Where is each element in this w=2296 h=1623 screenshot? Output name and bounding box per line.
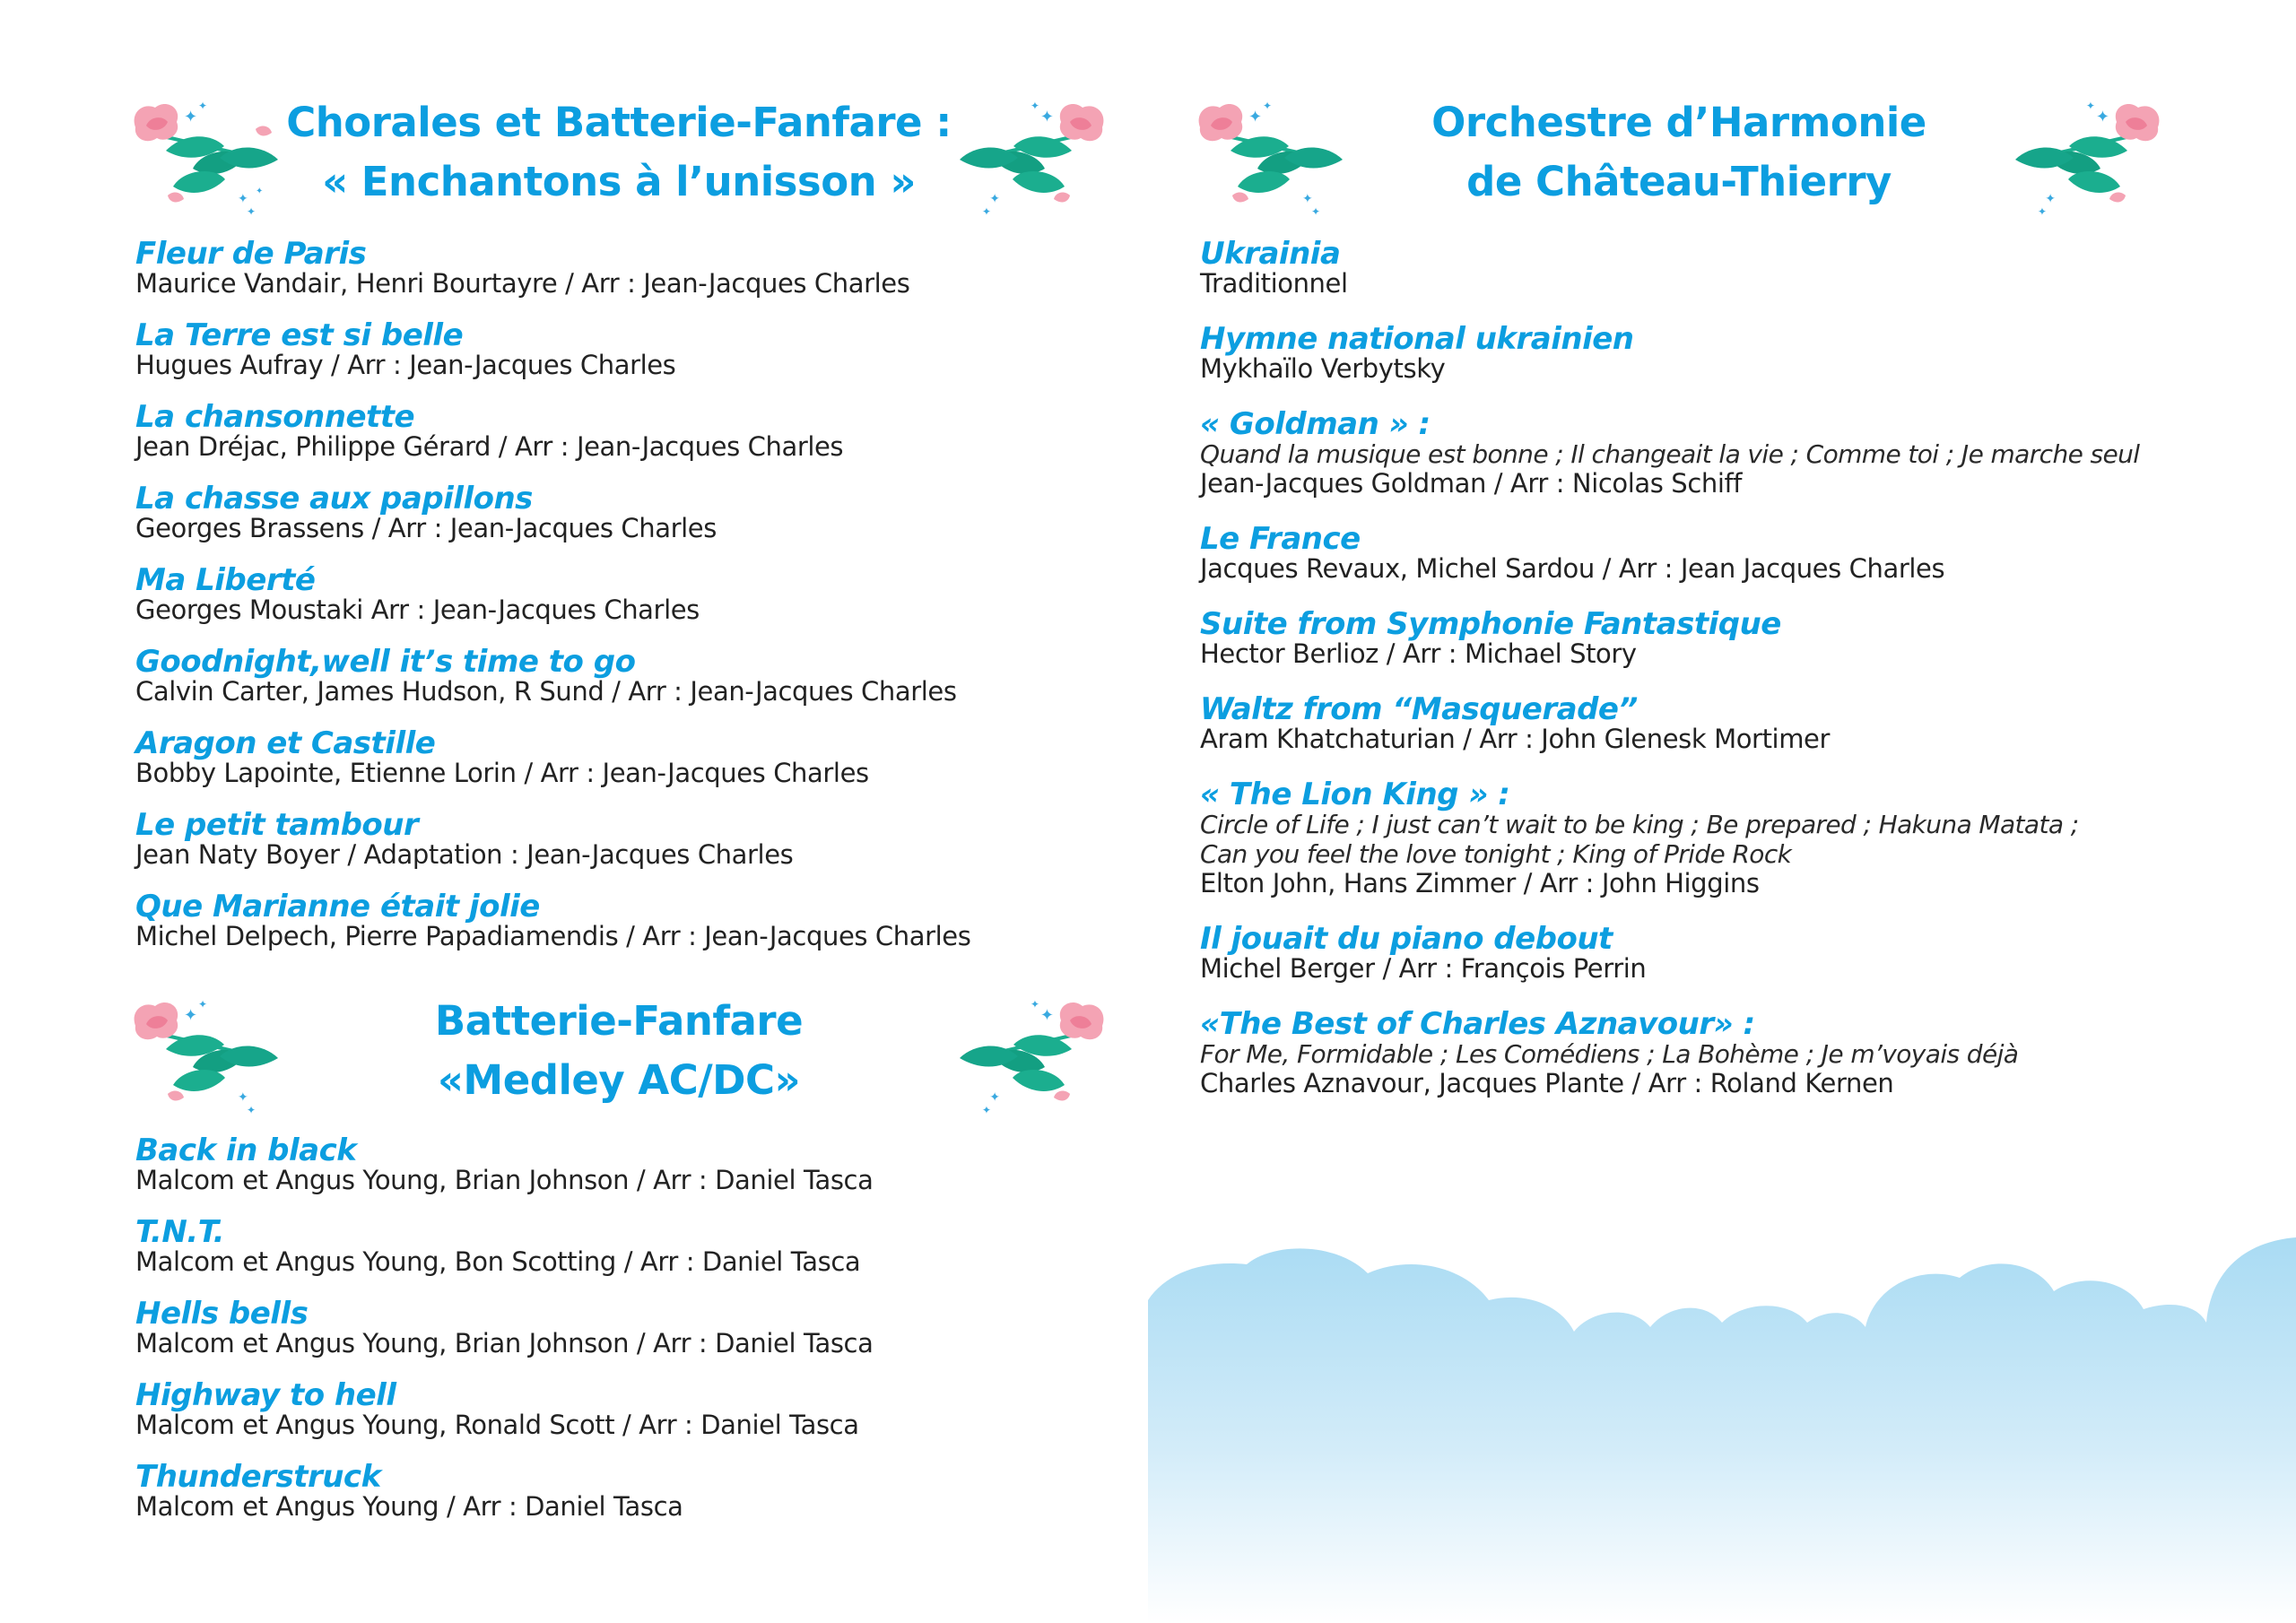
song-title: Waltz from “Masquerade”	[1200, 691, 1638, 727]
svg-text:✦: ✦	[1030, 100, 1039, 112]
flower-bouquet-icon	[937, 995, 1108, 1121]
list-item	[1200, 606, 2240, 669]
song-credit: Jean-Jacques Goldman / Arr : Nicolas Schiff	[1200, 468, 1743, 499]
song-credit: Mykhaïlo Verbytsky	[1200, 353, 1446, 384]
flower-bouquet-icon	[1993, 97, 2163, 222]
song-credit: Aram Khatchaturian / Arr : John Glenesk Mortimer	[1200, 724, 1831, 754]
svg-text:✦: ✦	[2085, 100, 2095, 112]
song-credit: Malcom et Angus Young, Brian Johnson / Arr : Daniel Tasca	[135, 1328, 874, 1358]
song-title: Il jouait du piano debout	[1200, 921, 1613, 957]
svg-text:✦: ✦	[238, 192, 248, 206]
batterie-song-list	[135, 1135, 1122, 1543]
song-subtitle: Circle of Life ; I just can’t wait to be king ; Be prepared ; Hakuna Matata ;	[1200, 810, 2079, 839]
svg-text:✦: ✦	[198, 100, 208, 112]
svg-text:✦: ✦	[184, 1006, 198, 1025]
svg-text:✦: ✦	[2037, 205, 2047, 218]
list-item	[1200, 1006, 2240, 1098]
list-item	[135, 1214, 1122, 1298]
song-title: « The Lion King » :	[1200, 777, 1510, 812]
song-credit: Malcom et Angus Young / Arr : Daniel Tasca	[135, 1491, 683, 1522]
svg-text:✦: ✦	[2095, 108, 2109, 126]
list-item	[1200, 779, 2240, 898]
list-item	[1200, 406, 2240, 499]
song-credit: Hector Berlioz / Arr : Michael Story	[1200, 638, 1637, 669]
chorales-header	[130, 93, 1108, 219]
song-title: La chansonnette	[135, 399, 415, 435]
song-credit: Georges Brassens / Arr : Jean-Jacques Charles	[135, 513, 717, 543]
svg-text:✦: ✦	[1311, 205, 1321, 218]
list-item	[135, 317, 1122, 402]
song-subtitle: Quand la musique est bonne ; Il changeait la vie ; Comme toi ; Je marche seul	[1200, 439, 2140, 469]
chorales-title-line1: Chorales et Batterie-Fanfare :	[286, 99, 952, 146]
svg-text:✦: ✦	[256, 187, 264, 196]
song-title: Hells bells	[135, 1296, 309, 1332]
list-item	[135, 562, 1122, 647]
svg-text:✦: ✦	[981, 205, 991, 218]
song-title: Suite from Symphonie Fantastique	[1200, 606, 1781, 642]
svg-text:✦: ✦	[1302, 192, 1313, 206]
svg-text:✦: ✦	[1248, 108, 1263, 126]
song-credit: Malcom et Angus Young, Ronald Scott / Arr : Daniel Tasca	[135, 1410, 859, 1440]
orchestre-header	[1195, 93, 2163, 219]
song-title: Le France	[1200, 521, 1361, 557]
list-item	[135, 891, 1122, 973]
song-title: « Goldman » :	[1200, 406, 1431, 442]
orchestre-title-line2: de Château-Thierry	[1466, 158, 1892, 205]
song-title: Thunderstruck	[135, 1459, 381, 1495]
svg-text:✦: ✦	[1039, 1006, 1054, 1025]
batterie-title-line1: Batterie-Fanfare	[434, 997, 804, 1045]
song-title: Aragon et Castille	[135, 725, 436, 761]
song-credit: Calvin Carter, James Hudson, R Sund / Arr : Jean-Jacques Charles	[135, 676, 957, 707]
list-item	[135, 1459, 1122, 1543]
list-item	[1200, 691, 2240, 754]
song-credit: Charles Aznavour, Jacques Plante / Arr : Roland Kernen	[1200, 1068, 1894, 1098]
orchestre-song-list	[1200, 236, 2240, 1124]
song-credit: Jean Dréjac, Philippe Gérard / Arr : Jean-Jacques Charles	[135, 431, 844, 462]
list-item	[135, 483, 1122, 565]
list-item	[135, 1377, 1122, 1462]
song-credit: Jean Naty Boyer / Adaptation : Jean-Jacques Charles	[135, 839, 794, 870]
song-title: Le petit tambour	[135, 807, 419, 843]
svg-text:✦: ✦	[1030, 998, 1039, 1011]
song-subtitle: Can you feel the love tonight ; King of Pride Rock	[1200, 839, 1792, 869]
chorales-song-list	[135, 236, 1122, 973]
song-credit: Elton John, Hans Zimmer / Arr : John Higgins	[1200, 868, 1760, 898]
chorales-title-line2: « Enchantons à l’unisson »	[322, 158, 916, 205]
svg-text:✦: ✦	[989, 192, 1000, 206]
song-credit: Malcom et Angus Young, Brian Johnson / Arr : Daniel Tasca	[135, 1165, 874, 1195]
list-item	[1200, 236, 2240, 299]
song-title: «The Best of Charles Aznavour» :	[1200, 1006, 1755, 1042]
flower-bouquet-icon	[937, 97, 1108, 222]
song-credit: Jacques Revaux, Michel Sardou / Arr : Jean Jacques Charles	[1200, 553, 1945, 584]
song-title: T.N.T.	[135, 1214, 225, 1250]
list-item	[1200, 521, 2240, 584]
batterie-header	[130, 992, 1108, 1117]
list-item	[1200, 921, 2240, 984]
song-credit: Hugues Aufray / Arr : Jean-Jacques Charles	[135, 350, 676, 380]
list-item	[135, 1135, 1122, 1217]
svg-text:✦: ✦	[981, 1104, 991, 1116]
svg-text:✦: ✦	[1263, 100, 1273, 112]
svg-text:✦: ✦	[1039, 108, 1054, 126]
list-item	[135, 236, 1122, 320]
list-item	[1200, 321, 2240, 384]
song-title: Fleur de Paris	[135, 236, 367, 272]
song-title: Ma Liberté	[135, 562, 316, 598]
batterie-title-line2: «Medley AC/DC»	[437, 1056, 801, 1104]
svg-text:✦: ✦	[2045, 192, 2056, 206]
svg-text:✦: ✦	[198, 998, 208, 1011]
svg-text:✦: ✦	[247, 1104, 257, 1116]
song-title: Highway to hell	[135, 1377, 396, 1413]
song-title: Goodnight,well it’s time to go	[135, 644, 636, 680]
song-title: La chasse aux papillons	[135, 481, 533, 516]
svg-text:✦: ✦	[989, 1090, 1000, 1105]
list-item	[135, 1298, 1122, 1380]
song-title: Que Marianne était jolie	[135, 889, 540, 924]
song-credit: Michel Delpech, Pierre Papadiamendis / Arr : Jean-Jacques Charles	[135, 921, 971, 951]
list-item	[135, 725, 1122, 810]
song-credit: Maurice Vandair, Henri Bourtayre / Arr : Jean-Jacques Charles	[135, 268, 910, 299]
song-credit: Malcom et Angus Young, Bon Scotting / Arr : Daniel Tasca	[135, 1246, 861, 1277]
song-credit: Michel Berger / Arr : François Perrin	[1200, 953, 1647, 984]
svg-text:✦: ✦	[238, 1090, 248, 1105]
list-item	[135, 399, 1122, 483]
song-title: Ukrainia	[1200, 236, 1341, 272]
list-item	[135, 807, 1122, 891]
svg-text:✦: ✦	[184, 108, 198, 126]
song-title: Back in black	[135, 1133, 357, 1168]
song-subtitle: For Me, Formidable ; Les Comédiens ; La Bohème ; Je m’voyais déjà	[1200, 1039, 2019, 1069]
svg-text:✦: ✦	[247, 205, 257, 218]
song-title: La Terre est si belle	[135, 317, 464, 353]
song-credit: Traditionnel	[1200, 268, 1348, 299]
song-credit: Georges Moustaki Arr : Jean-Jacques Charles	[135, 595, 700, 625]
orchestre-title-line1: Orchestre d’Harmonie	[1431, 99, 1926, 146]
clouds-illustration	[1148, 1237, 2296, 1623]
song-title: Hymne national ukrainien	[1200, 321, 1634, 357]
song-credit: Bobby Lapointe, Etienne Lorin / Arr : Jean-Jacques Charles	[135, 758, 869, 788]
list-item	[135, 644, 1122, 728]
